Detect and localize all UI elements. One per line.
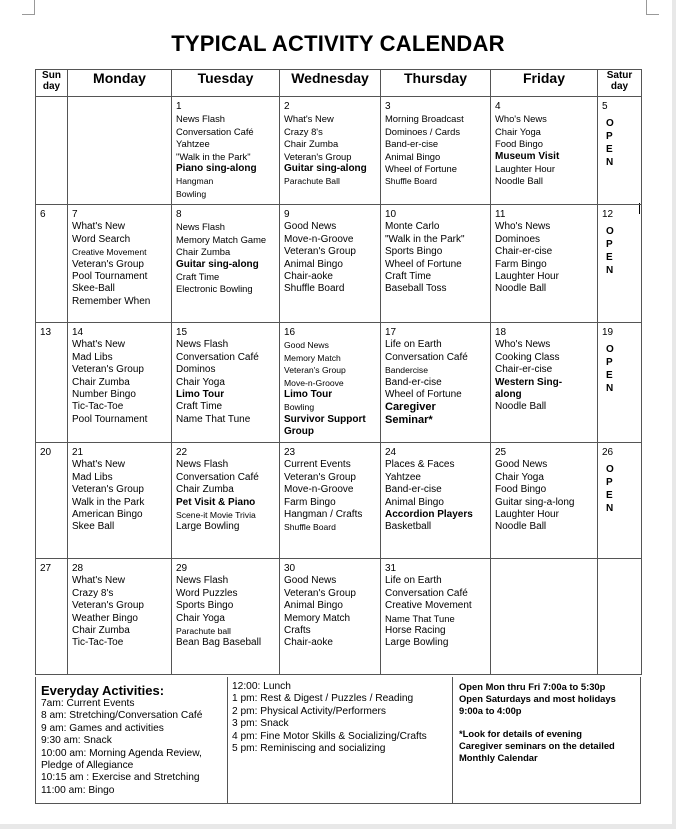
week-row	[36, 323, 642, 443]
activity-item: Shuffle Board	[284, 522, 336, 533]
activity-item: Bowling	[284, 402, 315, 413]
activity-item: Baseball Toss	[385, 283, 447, 295]
activity-item: along	[495, 389, 522, 401]
date-number: 11	[495, 209, 506, 220]
activity-item: Veteran's Group	[72, 600, 144, 612]
day-cell-monday	[68, 97, 172, 205]
day-cell-saturday	[598, 205, 642, 323]
day-header-thursday: Thursday	[381, 70, 491, 97]
date-number: 14	[72, 327, 84, 338]
activity-item: Shuffle Board	[284, 283, 345, 295]
activity-item: Animal Bingo	[284, 258, 343, 270]
hours-and-notes	[453, 677, 642, 803]
activity-item: Good News	[495, 459, 548, 471]
activity-item: News Flash	[176, 459, 229, 471]
activity-item: Move-n-Groove	[284, 377, 344, 388]
activity-item: American Bingo	[72, 509, 143, 521]
day-header-friday: Friday	[491, 70, 598, 97]
activity-item: Crafts	[284, 625, 311, 637]
open-letter: N	[606, 383, 614, 395]
activity-item: Chair-aoke	[284, 637, 333, 649]
day-cell-thursday	[381, 205, 491, 323]
date-number: 23	[284, 447, 296, 458]
activity-item: Horse Racing	[385, 625, 446, 637]
activity-item: Basketball	[385, 521, 432, 533]
day-cell-monday	[68, 559, 172, 675]
day-cell-tuesday	[172, 559, 280, 675]
activity-item: Farm Bingo	[495, 258, 547, 270]
activity-item: Yahtzee	[385, 471, 421, 483]
date-number: 7	[72, 209, 78, 220]
open-letter: E	[606, 144, 613, 156]
open-label	[602, 117, 641, 169]
activity-item: Dominoes	[495, 233, 541, 245]
day-cell-sunday	[36, 323, 68, 443]
activity-item: Current Events	[284, 459, 351, 471]
activity-item: Chair Yoga	[176, 376, 225, 388]
activity-item: Limo Tour	[284, 389, 333, 401]
day-cell-friday	[491, 443, 598, 559]
day-cell-tuesday	[172, 97, 280, 205]
activity-item: What's New	[72, 459, 126, 471]
day-header-tuesday: Tuesday	[172, 70, 280, 97]
activity-item: Animal Bingo	[284, 600, 343, 612]
activity-item: Shuffle Board	[385, 176, 437, 187]
activity-item: Veteran's Group	[72, 364, 144, 376]
schedule-line: 2 pm: Physical Activity/Performers	[232, 705, 386, 717]
day-cell-friday	[491, 205, 598, 323]
day-cell-friday	[491, 97, 598, 205]
activity-item: Animal Bingo	[385, 150, 441, 162]
open-letter: P	[606, 357, 613, 369]
activity-item: Craft Time	[176, 401, 223, 413]
activity-item: Conversation Café	[385, 587, 468, 599]
day-cell-monday	[68, 205, 172, 323]
activity-item: Word Puzzles	[176, 587, 238, 599]
date-number: 29	[176, 563, 188, 574]
activity-item: Large Bowling	[385, 637, 449, 649]
date-number: 17	[385, 327, 397, 338]
open-letter: E	[606, 370, 613, 382]
activity-item: Word Search	[72, 233, 131, 245]
date-number: 20	[40, 447, 52, 458]
activity-item: Conversation Café	[176, 125, 254, 137]
activity-item: Veteran's Group	[284, 150, 352, 162]
activity-item: Pet Visit & Piano	[176, 496, 256, 508]
activity-item: Cooking Class	[495, 351, 560, 363]
date-number: 2	[284, 101, 290, 112]
activity-item: Tic-Tac-Toe	[72, 637, 124, 649]
day-cell-wednesday	[280, 443, 381, 559]
day-cell-wednesday	[280, 323, 381, 443]
open-label	[602, 343, 641, 395]
activity-item: Number Bingo	[72, 389, 136, 401]
activity-item: Chair-er-cise	[495, 364, 553, 376]
activity-item: Accordion Players	[385, 509, 473, 521]
day-header-wednesday: Wednesday	[280, 70, 381, 97]
margin-mark-top-right	[646, 0, 659, 15]
date-number: 16	[284, 327, 296, 338]
open-letter: E	[606, 252, 613, 264]
calendar-table	[35, 69, 642, 675]
activity-item: Name That Tune	[176, 413, 251, 425]
schedule-line: 11:00 am: Bingo	[41, 784, 115, 796]
activity-item: Scene-it Movie Trivia	[176, 510, 256, 521]
activity-item: Move-n-Groove	[284, 484, 354, 496]
activity-item: Craft Time	[176, 271, 220, 283]
activity-item: "Walk in the Park"	[385, 233, 465, 245]
day-cell-thursday	[381, 323, 491, 443]
activity-item: "Walk in the Park"	[176, 150, 251, 162]
activity-item: Bean Bag Baseball	[176, 637, 262, 649]
schedule-line: 12:00: Lunch	[232, 681, 291, 692]
activity-item: Mad Libs	[72, 471, 113, 483]
date-number: 28	[72, 563, 84, 574]
activity-item: Walk in the Park	[72, 496, 145, 508]
activity-item: Veteran's Group	[72, 258, 144, 270]
activity-item: Chair Zumba	[176, 484, 234, 496]
activity-item: Wheel of Fortune	[385, 163, 457, 175]
date-number: 24	[385, 447, 397, 458]
activity-item: Food Bingo	[495, 138, 543, 150]
activity-item: Survivor Support	[284, 413, 366, 425]
day-cell-friday	[491, 323, 598, 443]
activity-item: News Flash	[176, 113, 225, 125]
activity-item: Limo Tour	[176, 389, 225, 401]
activity-item: Band-er-cise	[385, 138, 439, 150]
activity-item: Name That Tune	[385, 612, 455, 624]
date-number: 10	[385, 209, 397, 220]
activity-item: Parachute Ball	[284, 176, 340, 187]
date-number: 9	[284, 209, 290, 220]
date-number: 12	[602, 209, 614, 220]
open-letter: E	[606, 490, 613, 502]
activity-item: Chair-er-cise	[495, 246, 553, 258]
day-header-sunday: Sun day	[36, 70, 68, 97]
activity-item: Conversation Café	[176, 351, 259, 363]
spacer	[459, 716, 642, 728]
day-cell-friday	[491, 559, 598, 675]
page-edge-right	[672, 0, 676, 829]
schedule-line: 10:00 am: Morning Agenda Review,	[41, 747, 202, 759]
activity-item: Move-n-Groove	[284, 233, 354, 245]
activity-item: Memory Match Game	[176, 233, 267, 245]
day-cell-sunday	[36, 443, 68, 559]
page-title: TYPICAL ACTIVITY CALENDAR	[171, 31, 505, 56]
activity-item: Large Bowling	[176, 521, 240, 533]
day-cell-thursday	[381, 443, 491, 559]
week-row	[36, 97, 642, 205]
schedule-line: Pledge of Allegiance	[41, 760, 134, 772]
activity-item: News Flash	[176, 575, 229, 587]
week-row	[36, 559, 642, 675]
schedule-line: 1 pm: Rest & Digest / Puzzles / Reading	[232, 693, 414, 705]
activity-item: Good News	[284, 221, 337, 233]
activity-item: Mad Libs	[72, 351, 113, 363]
day-cell-sunday	[36, 97, 68, 205]
activity-item: Craft Time	[385, 271, 432, 283]
date-number: 27	[40, 563, 52, 574]
activity-item: Chair Yoga	[495, 125, 541, 137]
activity-item: Noodle Ball	[495, 521, 547, 533]
activity-item: Museum Visit	[495, 150, 560, 162]
activity-item: Chair Yoga	[176, 612, 225, 624]
day-header-row	[36, 70, 642, 97]
date-number: 8	[176, 209, 182, 220]
day-cell-sunday	[36, 205, 68, 323]
activity-item: Conversation Café	[176, 471, 259, 483]
schedule-line: 9 am: Games and activities	[41, 722, 164, 734]
activity-item: Memory Match	[284, 612, 351, 624]
activity-item: News Flash	[176, 339, 229, 351]
activity-item: Weather Bingo	[72, 612, 138, 624]
date-number: 19	[602, 327, 614, 338]
hours-line: 9:00a to 4:00p	[459, 704, 522, 716]
date-number: 18	[495, 327, 507, 338]
activity-item: Veteran's Group	[284, 246, 356, 258]
activity-item: Chair Yoga	[495, 471, 544, 483]
activity-item: Hangman	[176, 176, 214, 187]
hours-line: Open Saturdays and most holidays	[459, 692, 616, 704]
date-number: 6	[40, 209, 46, 220]
day-cell-tuesday	[172, 323, 280, 443]
activity-item: News Flash	[176, 221, 225, 233]
activity-item: Parachute ball	[176, 626, 231, 637]
activity-item: Good News	[284, 575, 337, 587]
activity-item: Group	[284, 426, 314, 438]
date-number: 30	[284, 563, 296, 574]
activity-item: Noodle Ball	[495, 401, 547, 413]
note-line: *Look for details of evening	[459, 728, 582, 740]
page-edge-bottom	[0, 824, 676, 829]
activity-item: Chair Zumba	[284, 138, 339, 150]
activity-item: Crazy 8's	[284, 125, 323, 137]
day-cell-sunday	[36, 559, 68, 675]
activity-item: Veteran's Group	[284, 471, 356, 483]
activity-item: Animal Bingo	[385, 496, 444, 508]
activity-item: Laughter Hour	[495, 271, 559, 283]
day-cell-wednesday	[280, 559, 381, 675]
activity-item: Crazy 8's	[72, 587, 114, 599]
activity-item: What's New	[284, 113, 334, 125]
note-line: Caregiver seminars on the detailed	[459, 740, 615, 752]
activity-item: Noodle Ball	[495, 283, 547, 295]
open-letter: N	[606, 503, 614, 515]
activity-item: Hangman / Crafts	[284, 509, 363, 521]
activity-item: What's New	[72, 339, 126, 351]
activity-item: Bowling	[176, 188, 207, 199]
activity-item: Tic-Tac-Toe	[72, 401, 124, 413]
open-letter: O	[606, 344, 614, 356]
activity-item: Wheel of Fortune	[385, 258, 462, 270]
activity-item: Skee Ball	[72, 521, 115, 533]
activity-item: Band-er-cise	[385, 376, 442, 388]
schedule-line: 4 pm: Fine Motor Skills & Socializing/Crafts	[232, 730, 427, 742]
activity-item: Skee-Ball	[72, 283, 115, 295]
activity-item: Farm Bingo	[284, 496, 336, 508]
day-cell-saturday	[598, 323, 642, 443]
schedule-line: 10:15 am : Exercise and Stretching	[41, 772, 200, 784]
activity-item: Remember When	[72, 295, 151, 307]
activity-item: Laughter Hour	[495, 163, 555, 175]
activity-item: Good News	[284, 340, 329, 351]
activity-item: Guitar sing-along	[176, 258, 259, 270]
week-row	[36, 443, 642, 559]
schedule-line: 5 pm: Reminiscing and socializing	[232, 743, 386, 755]
hours-line: Open Mon thru Fri 7:00a to 5:30p	[459, 681, 606, 692]
day-cell-monday	[68, 323, 172, 443]
activity-item: Veteran's Group	[284, 587, 356, 599]
schedule-line: 3 pm: Snack	[232, 718, 289, 730]
activity-item: Guitar sing-along	[284, 163, 367, 175]
date-number: 22	[176, 447, 188, 458]
date-number: 1	[176, 101, 182, 112]
activity-item: Pool Tournament	[72, 271, 148, 283]
activity-item: Sports Bingo	[385, 246, 443, 258]
everyday-activities-heading: Everyday Activities:	[41, 683, 165, 698]
date-number: 5	[602, 101, 608, 112]
date-number: 13	[40, 327, 52, 338]
activity-item: Life on Earth	[385, 339, 442, 351]
activity-item: Bandercise	[385, 365, 428, 376]
activity-item: Dominoes / Cards	[385, 125, 461, 137]
activity-item: Yahtzee	[176, 138, 210, 150]
activity-item: Who's News	[495, 221, 551, 233]
day-cell-wednesday	[280, 205, 381, 323]
activity-item: Electronic Bowling	[176, 283, 253, 295]
date-number: 21	[72, 447, 84, 458]
schedule-line: 8 am: Stretching/Conversation Café	[41, 710, 203, 722]
open-letter: N	[606, 157, 614, 169]
day-cell-monday	[68, 443, 172, 559]
activity-item: Chair Zumba	[72, 376, 130, 388]
footer-panel	[35, 677, 641, 804]
open-letter: P	[606, 131, 613, 143]
open-letter: N	[606, 265, 614, 277]
date-number: 4	[495, 101, 501, 112]
activity-item: Veteran's Group	[284, 365, 346, 376]
date-number: 25	[495, 447, 507, 458]
open-letter: P	[606, 477, 613, 489]
activity-item: Chair-aoke	[284, 271, 333, 283]
activity-item: Wheel of Fortune	[385, 389, 462, 401]
activity-item: Western Sing-	[495, 376, 563, 388]
margin-mark-top-left	[22, 0, 35, 15]
open-label	[602, 225, 641, 277]
open-letter: O	[606, 118, 614, 130]
date-number: 26	[602, 447, 614, 458]
open-label	[602, 463, 641, 515]
activity-item: Who's News	[495, 339, 551, 351]
open-letter: O	[606, 226, 614, 238]
activity-item: Chair Zumba	[72, 625, 130, 637]
day-cell-saturday	[598, 559, 642, 675]
day-cell-tuesday	[172, 205, 280, 323]
day-cell-saturday	[598, 97, 642, 205]
schedule-line: 7am: Current Events	[41, 698, 135, 709]
activity-item: Morning Broadcast	[385, 113, 464, 125]
day-cell-wednesday	[280, 97, 381, 205]
note-line: Monthly Calendar	[459, 751, 538, 763]
everyday-activities	[36, 677, 228, 803]
activity-item: What's New	[72, 221, 126, 233]
activity-item: Laughter Hour	[495, 509, 559, 521]
day-cell-tuesday	[172, 443, 280, 559]
activity-item: Veteran's Group	[72, 484, 144, 496]
activity-item: Caregiver	[385, 401, 436, 414]
afternoon-schedule	[228, 677, 453, 803]
day-cell-thursday	[381, 97, 491, 205]
activity-item: What's New	[72, 575, 126, 587]
activity-item: Creative Movement	[385, 600, 472, 612]
date-number: 15	[176, 327, 188, 338]
date-number: 31	[385, 563, 397, 574]
activity-item: Who's News	[495, 113, 547, 125]
activity-item: Monte Carlo	[385, 221, 440, 233]
activity-item: Food Bingo	[495, 484, 547, 496]
open-letter: P	[606, 239, 613, 251]
activity-item: Guitar sing-a-long	[495, 496, 575, 508]
activity-item: Pool Tournament	[72, 413, 148, 425]
week-row	[36, 205, 642, 323]
date-number: 3	[385, 101, 391, 112]
day-cell-thursday	[381, 559, 491, 675]
activity-item: Piano sing-along	[176, 163, 257, 175]
schedule-line: 9:30 am: Snack	[41, 735, 112, 747]
activity-item: Creative Movement	[72, 247, 147, 258]
day-header-monday: Monday	[68, 70, 172, 97]
activity-item: Sports Bingo	[176, 600, 234, 612]
activity-item: Conversation Café	[385, 351, 468, 363]
day-cell-saturday	[598, 443, 642, 559]
activity-item: Dominos	[176, 364, 216, 376]
day-header-saturday: Satur day	[598, 70, 642, 97]
activity-item: Band-er-cise	[385, 484, 442, 496]
open-letter: O	[606, 464, 614, 476]
activity-item: Life on Earth	[385, 575, 442, 587]
activity-item: Seminar*	[385, 413, 433, 426]
activity-item: Noodle Ball	[495, 175, 543, 187]
activity-item: Chair Zumba	[176, 246, 231, 258]
activity-item: Memory Match	[284, 352, 341, 363]
activity-item: Places & Faces	[385, 459, 455, 471]
